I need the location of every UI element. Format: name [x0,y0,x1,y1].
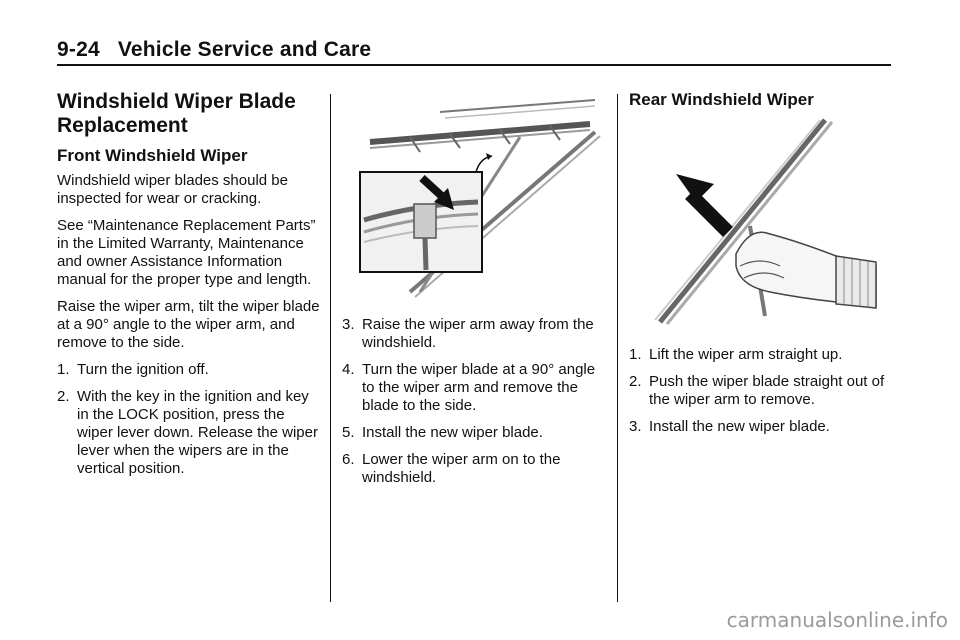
step-text: Push the wiper blade straight out of the wiper arm to remove. [649,373,885,408]
rear-wiper-heading: Rear Windshield Wiper [629,90,814,109]
step-number: 2. [57,388,70,405]
step-number: 5. [342,424,355,441]
step-number: 1. [57,361,70,378]
step-number: 4. [342,361,355,378]
page-number: 9-24 [57,38,100,61]
rear-steps-list [629,346,891,436]
step-number: 1. [629,346,642,363]
step-text: Install the new wiper blade. [649,418,830,435]
step-number: 3. [342,316,355,333]
front-wiper-illustration [350,92,602,304]
front-wiper-heading: Front Windshield Wiper [57,146,248,165]
list-item [57,388,322,478]
list-item [342,451,604,487]
step-number: 6. [342,451,355,468]
column-2 [342,316,604,496]
page-header [57,38,371,62]
step-number: 3. [629,418,642,435]
article-title: Windshield Wiper Blade Replacement [57,90,296,137]
step-text: Turn the wiper blade at a 90° angle to the wiper arm and remove the blade to the side. [362,361,596,414]
column-3 [629,90,891,116]
front-steps-list-continued [342,316,604,487]
step-text: With the key in the ignition and key in the LOCK position, press the wiper lever down. Release the wiper lever when the wipers are in the vertical position. [77,388,318,477]
list-item [342,316,604,352]
header-rule [57,64,891,66]
step-text: Install the new wiper blade. [362,424,543,441]
column-3-steps [629,346,891,445]
step-number: 2. [629,373,642,390]
section-title: Vehicle Service and Care [117,38,372,61]
list-item [342,361,604,415]
step-text: Lift the wiper arm straight up. [649,346,843,363]
column-divider-2 [617,94,618,602]
step-text: Lower the wiper arm on to the windshield. [362,451,561,486]
list-item [342,424,604,442]
watermark-text: carmanualsonline.info [726,608,948,632]
step-text: Turn the ignition off. [77,361,209,378]
column-divider-1 [330,94,331,602]
list-item [57,361,322,379]
paragraph: Windshield wiper blades should be inspected for wear or cracking. [57,172,288,207]
list-item [629,346,891,364]
column-1 [57,90,322,487]
rear-wiper-illustration [640,116,880,330]
list-item [629,373,891,409]
paragraph: See “Maintenance Replacement Parts” in the Limited Warranty, Maintenance and owner Assistance Information manual for the proper type and length. [57,217,316,288]
front-steps-list [57,361,322,478]
step-text: Raise the wiper arm away from the windshield. [362,316,594,351]
paragraph: Raise the wiper arm, tilt the wiper blade at a 90° angle to the wiper arm, and remove to the side. [57,298,320,351]
list-item [629,418,891,436]
